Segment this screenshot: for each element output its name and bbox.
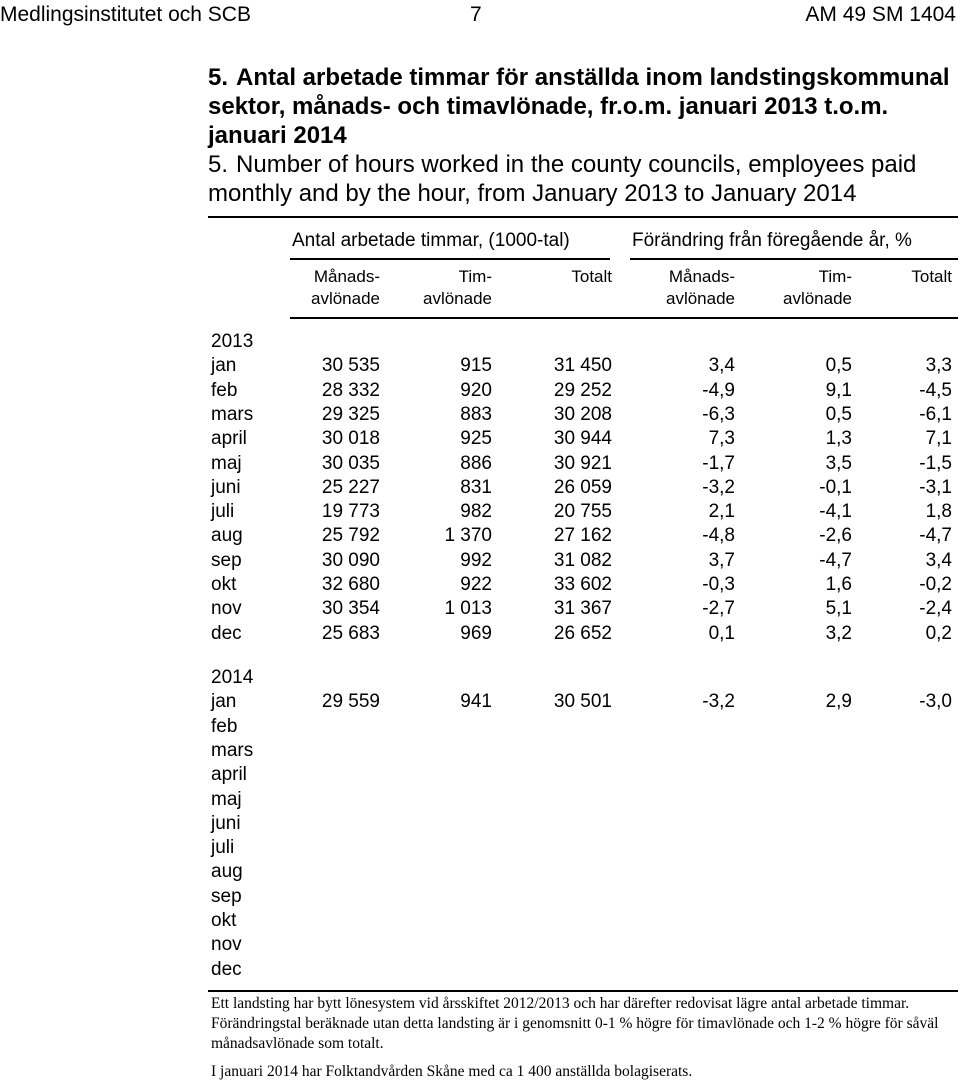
table-row [0, 379, 960, 403]
table-cell: 29 325 [321, 403, 380, 425]
table-cell: 19 773 [321, 501, 380, 523]
table-cell: 883 [460, 403, 492, 425]
table-cell: 31 082 [553, 549, 612, 571]
month-label: feb [211, 379, 238, 401]
table-cell: 30 944 [553, 428, 612, 450]
month-label: dec [211, 958, 242, 980]
table-cell: -4,7 [919, 525, 952, 547]
column-header-total-hours: Totalt [571, 267, 612, 286]
table-title-swedish [208, 63, 956, 150]
table-cell: 831 [460, 476, 492, 498]
month-label: aug [211, 861, 243, 883]
table-row [0, 573, 960, 597]
table-cell: -3,2 [702, 476, 735, 498]
table-row [0, 788, 960, 812]
table-row [0, 452, 960, 476]
column-header-monthly-change: Månads- avlönade [665, 267, 735, 308]
footnote-incorporation: I januari 2014 har Folktandvården Skåne med ca 1 400 anställda bolagiserats. [211, 1063, 693, 1080]
table-row [0, 958, 960, 982]
table-cell: 30 501 [553, 691, 612, 713]
table-cell: -3,2 [702, 691, 735, 713]
table-cell: -1,5 [919, 452, 952, 474]
month-label: dec [211, 622, 242, 644]
month-label: sep [211, 885, 242, 907]
table-cell: 25 227 [321, 476, 380, 498]
table-row [0, 427, 960, 451]
table-row [0, 690, 960, 714]
table-cell: -4,1 [819, 501, 852, 523]
month-label: nov [211, 598, 242, 620]
table-cell: 1,3 [825, 428, 852, 450]
table-cell: 26 652 [553, 622, 612, 644]
month-label: juni [211, 812, 241, 834]
table-cell: -4,9 [702, 379, 735, 401]
table-cell: 920 [460, 379, 492, 401]
table-cell: 925 [460, 428, 492, 450]
table-cell: -3,1 [919, 476, 952, 498]
table-cell: 982 [460, 501, 492, 523]
table-cell: -1,7 [702, 452, 735, 474]
month-label: jan [211, 691, 237, 713]
table-cell: 992 [460, 549, 492, 571]
column-header-monthly-hours: Månads- avlönade [310, 267, 380, 308]
table-cell: 969 [460, 622, 492, 644]
group-header-change: Förändring från föregående år, % [632, 230, 912, 251]
table-row [0, 715, 960, 739]
table-cell: 0,5 [825, 355, 852, 377]
table-cell: 30 018 [321, 428, 380, 450]
table-row [0, 763, 960, 787]
table-cell: 3,3 [925, 355, 952, 377]
column-header-hourly-change: Tim- avlönade [782, 267, 852, 308]
table-row [0, 403, 960, 427]
table-cell: -2,7 [702, 598, 735, 620]
table-cell: 30 035 [321, 452, 380, 474]
group-rule-change [630, 258, 958, 260]
table-cell: 2,9 [825, 691, 852, 713]
column-header-hourly-hours: Tim- avlönade [422, 267, 492, 308]
table-cell: 1,8 [925, 501, 952, 523]
column-header-total-change: Totalt [911, 267, 952, 286]
year-label: 2014 [211, 667, 254, 688]
table-cell: 0,5 [825, 403, 852, 425]
year-label: 2013 [211, 331, 254, 352]
table-row [0, 812, 960, 836]
month-label: okt [211, 574, 237, 595]
table-cell: 915 [460, 355, 492, 377]
month-label: juli [211, 837, 235, 859]
table-cell: 30 354 [321, 598, 380, 620]
table-cell: 1 013 [444, 598, 492, 620]
table-cell: 9,1 [825, 379, 852, 401]
table-row [0, 524, 960, 548]
month-label: mars [211, 739, 254, 761]
month-label: april [211, 428, 247, 450]
table-row [0, 622, 960, 646]
table-cell: -4,7 [819, 549, 852, 571]
month-label: mars [211, 403, 254, 425]
table-cell: 0,1 [708, 622, 735, 644]
table-cell: 3,5 [825, 452, 852, 474]
month-label: jan [211, 355, 237, 377]
table-cell: 30 921 [553, 452, 612, 474]
table-cell: 25 683 [321, 622, 380, 644]
table-cell: 886 [460, 452, 492, 474]
table-cell: 28 332 [321, 379, 380, 401]
table-row [0, 354, 960, 378]
table-row [0, 933, 960, 957]
table-cell: -6,1 [919, 403, 952, 425]
table-cell: -0,3 [702, 574, 735, 595]
month-label: aug [211, 525, 243, 547]
title-en-text: Number of hours worked in the county councils, employees paid monthly and by the hour, from January 2013 to January 2014 [208, 151, 917, 207]
table-cell: 30 535 [321, 355, 380, 377]
table-cell: 31 367 [553, 598, 612, 620]
table-cell: 922 [460, 574, 492, 595]
month-label: nov [211, 934, 242, 956]
table-cell: 2,1 [708, 501, 735, 523]
page-number: 7 [470, 3, 482, 26]
month-label: sep [211, 549, 242, 571]
group-header-hours: Antal arbetade timmar, (1000-tal) [292, 230, 570, 251]
month-label: feb [211, 715, 238, 737]
table-cell: 7,3 [708, 428, 735, 450]
month-label: april [211, 764, 247, 786]
table-row [0, 885, 960, 909]
table-row [0, 549, 960, 573]
table-cell: 7,1 [925, 428, 952, 450]
table-cell: 20 755 [553, 501, 612, 523]
table-cell: 30 090 [321, 549, 380, 571]
table-cell: -6,3 [702, 403, 735, 425]
table-cell: 29 252 [553, 379, 612, 401]
table-cell: -4,8 [702, 525, 735, 547]
table-cell: 29 559 [321, 691, 380, 713]
table-cell: -2,6 [819, 525, 852, 547]
header-publisher: Medlingsinstitutet och SCB [0, 3, 251, 26]
table-row [0, 909, 960, 933]
table-cell: 27 162 [553, 525, 612, 547]
table-cell: -0,1 [819, 476, 852, 498]
table-cell: -2,4 [919, 598, 952, 620]
title-sv-text: Antal arbetade timmar för anställda inom landstingskommunal sektor, månads- och timavlönade, fr.o.m. januari 2013 t.o.m. januari 2014 [208, 64, 950, 149]
table-cell: -3,0 [919, 691, 952, 713]
table-cell: 26 059 [553, 476, 612, 498]
table-cell: 0,2 [925, 622, 952, 644]
table-cell: -4,5 [919, 379, 952, 401]
table-row [0, 597, 960, 621]
group-rule-hours [290, 258, 610, 260]
table-cell: 941 [460, 691, 492, 713]
table-cell: 5,1 [825, 598, 852, 620]
table-cell: 1,6 [825, 574, 852, 595]
table-cell: 25 792 [321, 525, 380, 547]
table-cell: 3,2 [825, 622, 852, 644]
table-row [0, 836, 960, 860]
table-cell: 1 370 [444, 525, 492, 547]
table-cell: 3,7 [708, 549, 735, 571]
table-row [0, 500, 960, 524]
table-row [0, 739, 960, 763]
table-row [0, 860, 960, 884]
month-label: juni [211, 476, 241, 498]
table-cell: 31 450 [553, 355, 612, 377]
table-cell: -0,2 [919, 574, 952, 595]
month-label: juli [211, 501, 235, 523]
table-cell: 33 602 [553, 574, 612, 595]
footnote-system-change: Ett landsting har bytt lönesystem vid årsskiftet 2012/2013 och har därefter redovisat lägre antal arbetade timmar. Förändringstal beräknade utan detta landsting är i genomsnitt 0-1 % högre för timavlönade och 1-2 % högre för såväl månadsavlönade som totalt. [211, 995, 939, 1052]
table-title-english [208, 150, 956, 208]
table-cell: 30 208 [553, 403, 612, 425]
month-label: maj [211, 452, 242, 474]
table-bottom-rule [208, 990, 958, 992]
month-label: maj [211, 788, 242, 810]
month-label: okt [211, 910, 237, 931]
table-top-rule [208, 216, 958, 218]
table-cell: 32 680 [321, 574, 380, 595]
table-cell: 3,4 [925, 549, 952, 571]
table-cell: 3,4 [708, 355, 735, 377]
table-row [0, 476, 960, 500]
header-bottom-rule [290, 317, 958, 319]
table-number: 5. [208, 64, 229, 91]
table-number: 5. [208, 151, 229, 178]
header-report-id: AM 49 SM 1404 [805, 3, 956, 26]
